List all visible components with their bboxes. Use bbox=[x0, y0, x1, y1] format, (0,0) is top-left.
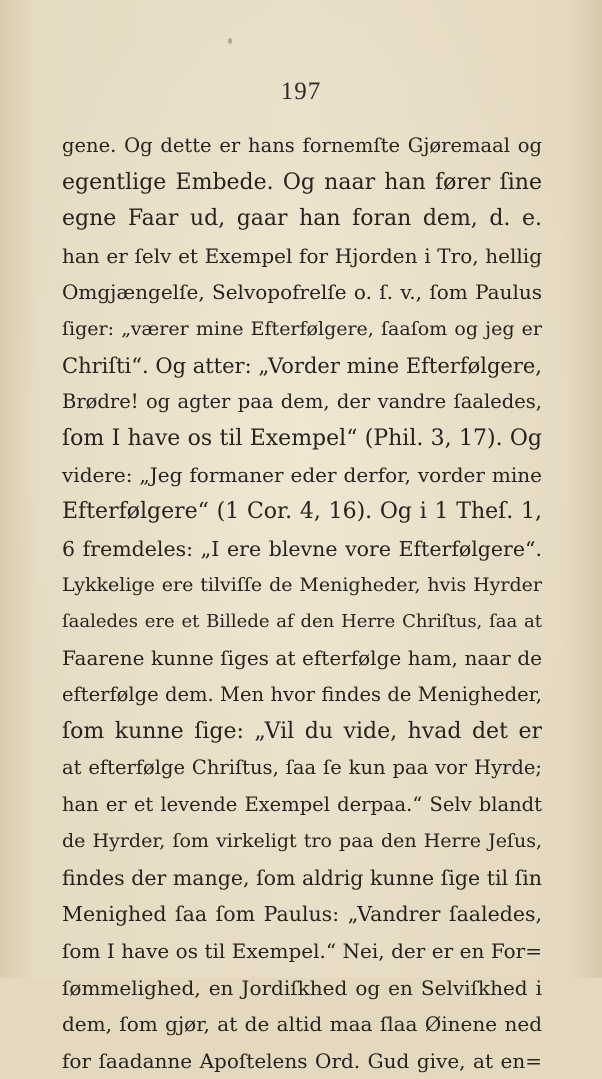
text-line: de Hyrder, ſom virkeligt tro paa den Herre Jeſus, bbox=[62, 830, 542, 853]
text-line: dem, ſom gjør, at de altid maa ſlaa Øinene ned bbox=[62, 1012, 542, 1037]
text-line: 6 fremdeles: „I ere blevne vore Efterfølgere“. bbox=[62, 536, 542, 561]
text-line: findes der mange, ſom aldrig kunne ſige til ſin bbox=[62, 865, 542, 890]
page-number: 197 bbox=[280, 78, 322, 105]
text-line: efterfølge dem. Men hvor findes de Menigheder, bbox=[62, 682, 542, 706]
text-line: ſiger: „værer mine Efterfølgere, ſaaſom og jeg er bbox=[62, 317, 542, 340]
text-line: Menighed ſaa ſom Paulus: „Vandrer ſaaledes, bbox=[62, 902, 542, 927]
text-line: egentlige Embede. Og naar han fører ſine bbox=[62, 169, 542, 195]
text-line: Omgjængelſe, Selvopofrelſe o. ſ. v., ſom Paulus bbox=[62, 280, 542, 305]
text-line: ſaaledes ere et Billede af den Herre Chriſtus, ſaa at bbox=[62, 610, 542, 632]
text-line: egne Faar ud, gaar han foran dem, d. e. bbox=[62, 206, 542, 232]
text-line: ſom I have os til Exempel.“ Nei, der er en For= bbox=[62, 939, 542, 964]
text-line: ſømmelighed, en Jordiſkhed og en Selviſkhed i bbox=[62, 975, 542, 1000]
paper-speck bbox=[228, 38, 232, 44]
text-line: Efterfølgere“ (1 Cor. 4, 16). Og i 1 Theſ. 1, bbox=[62, 498, 542, 524]
text-line: ſom I have os til Exempel“ (Phil. 3, 17). Og bbox=[62, 425, 542, 451]
body-text bbox=[62, 128, 542, 1079]
text-line: Faarene kunne ſiges at efterfølge ham, naar de bbox=[62, 646, 542, 671]
text-line: Brødre! og agter paa dem, der vandre ſaaledes, bbox=[62, 390, 542, 414]
text-line: gene. Og dette er hans fornemſte Gjøremaal og bbox=[62, 134, 542, 157]
text-line: han er ſelv et Exempel for Hjorden i Tro, hellig bbox=[62, 243, 542, 268]
text-line: at efterfølge Chriſtus, ſaa ſe kun paa vor Hyrde; bbox=[62, 756, 542, 780]
text-line: han er et levende Exempel derpaa.“ Selv blandt bbox=[62, 792, 542, 816]
text-line: videre: „Jeg formaner eder derfor, vorder mine bbox=[62, 463, 542, 488]
text-line: ſom kunne ſige: „Vil du vide, hvad det er bbox=[62, 718, 542, 744]
text-line: Chriſti“. Og atter: „Vorder mine Efterfølgere, bbox=[62, 353, 542, 378]
text-line: Lykkelige ere tilviſſe de Menigheder, hvis Hyrder bbox=[62, 574, 542, 597]
text-line: for ſaadanne Apoſtelens Ord. Gud give, at en= bbox=[62, 1048, 542, 1073]
